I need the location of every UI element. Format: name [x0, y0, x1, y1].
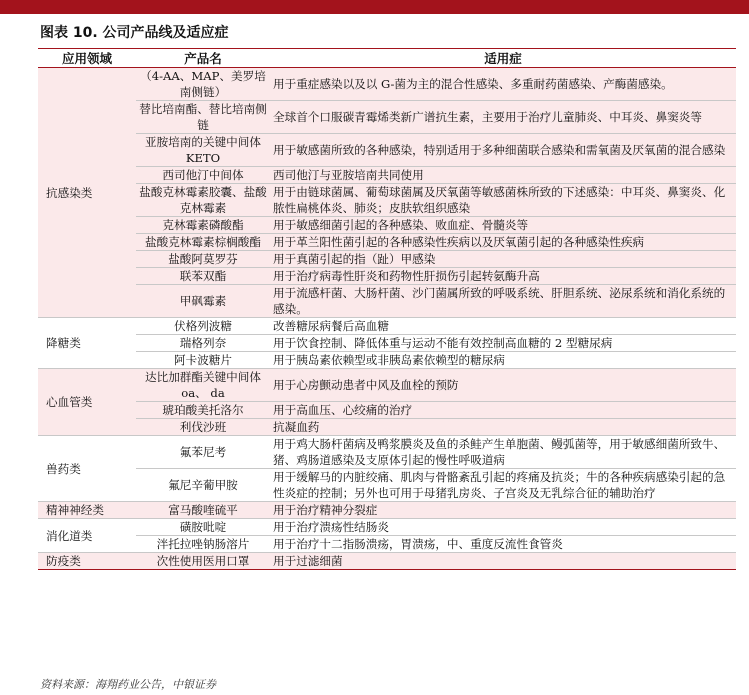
indication-cell: 抗凝血药 [270, 419, 736, 436]
table-row [38, 469, 736, 502]
table-row [38, 167, 736, 184]
product-cell: 盐酸克林霉素胶囊、盐酸克林霉素 [136, 184, 270, 217]
table-row [38, 268, 736, 285]
table-group [38, 436, 736, 502]
indication-cell: 用于重症感染以及以 G-菌为主的混合性感染、多重耐药菌感染、产酶菌感染。 [270, 68, 736, 101]
table-row [38, 536, 736, 553]
product-cell: （4-AA、MAP、美罗培南侧链） [136, 68, 270, 101]
top-accent-bar [0, 0, 749, 14]
source-note: 资料来源：海翔药业公告，中银证券 [40, 678, 216, 691]
indication-cell: 用于敏感菌所致的各种感染，特别适用于多种细菌联合感染和需氧菌及厌氧菌的混合感染 [270, 134, 736, 167]
indication-cell: 用于心房颤动患者中风及血栓的预防 [270, 369, 736, 402]
indication-cell: 用于治疗精神分裂症 [270, 502, 736, 519]
indication-cell: 用于过滤细菌 [270, 553, 736, 570]
product-cell: 克林霉素磷酸酯 [136, 217, 270, 234]
table-group [38, 553, 736, 570]
table-group [38, 519, 736, 553]
table-row [38, 217, 736, 234]
indication-cell: 用于缓解马的内脏绞痛、肌肉与骨骼紊乱引起的疼痛及抗炎；牛的各种疾病感染引起的急性炎症的控制；另外也可用于母猪乳房炎、子宫炎及无乳综合征的辅助治疗 [270, 469, 736, 502]
header-category: 应用领域 [38, 49, 136, 68]
category-cell: 防疫类 [38, 553, 136, 570]
category-cell: 兽药类 [38, 436, 136, 502]
product-cell: 利伐沙班 [136, 419, 270, 436]
product-cell: 次性使用医用口罩 [136, 553, 270, 570]
product-cell: 阿卡波糖片 [136, 352, 270, 369]
product-cell: 替比培南酯、替比培南侧链 [136, 101, 270, 134]
table-row [38, 369, 736, 402]
figure-title: 图表 10. 公司产品线及适应症 [40, 25, 229, 41]
indication-cell: 改善糖尿病餐后高血糖 [270, 318, 736, 335]
header-indication: 适用症 [270, 49, 736, 68]
table-row [38, 101, 736, 134]
indication-cell: 用于流感杆菌、大肠杆菌、沙门菌属所致的呼吸系统、肝胆系统、泌尿系统和消化系统的感染。 [270, 285, 736, 318]
category-cell: 降糖类 [38, 318, 136, 369]
indication-cell: 西司他汀与亚胺培南共同使用 [270, 167, 736, 184]
table-row [38, 502, 736, 519]
indication-cell: 用于饮食控制、降低体重与运动不能有效控制高血糖的 2 型糖尿病 [270, 335, 736, 352]
indication-cell: 用于鸡大肠杆菌病及鸭浆膜炎及鱼的杀鲑产生单胞菌、鳗弧菌等，用于敏感细菌所致牛、猪、鸡肠道感染及支原体引起的慢性呼吸道病 [270, 436, 736, 469]
table-row [38, 68, 736, 101]
header-product: 产品名 [136, 49, 270, 68]
product-cell: 达比加群酯关键中间体 oa、 da [136, 369, 270, 402]
indication-cell: 用于治疗溃疡性结肠炎 [270, 519, 736, 536]
category-cell: 消化道类 [38, 519, 136, 553]
table-row [38, 234, 736, 251]
product-cell: 盐酸阿莫罗芬 [136, 251, 270, 268]
category-cell: 心血管类 [38, 369, 136, 436]
product-cell: 氟苯尼考 [136, 436, 270, 469]
product-cell: 盐酸克林霉素棕榈酸酯 [136, 234, 270, 251]
table-row [38, 553, 736, 570]
table-row [38, 436, 736, 469]
indication-cell: 用于敏感细菌引起的各种感染、败血症、骨髓炎等 [270, 217, 736, 234]
indication-cell: 用于胰岛素依赖型或非胰岛素依赖型的糖尿病 [270, 352, 736, 369]
table-header-row [38, 49, 736, 68]
table-row [38, 352, 736, 369]
indication-cell: 用于由链球菌属、葡萄球菌属及厌氧菌等敏感菌株所致的下述感染：中耳炎、鼻窦炎、化脓性扁桃体炎、肺炎；皮肤软组织感染 [270, 184, 736, 217]
table-group [38, 369, 736, 436]
product-cell: 泮托拉唑钠肠溶片 [136, 536, 270, 553]
product-cell: 琥珀酸美托洛尔 [136, 402, 270, 419]
category-cell: 抗感染类 [38, 68, 136, 318]
table-row [38, 318, 736, 335]
product-cell: 瑞格列奈 [136, 335, 270, 352]
product-cell: 伏格列波糖 [136, 318, 270, 335]
table-row [38, 335, 736, 352]
indication-cell: 用于革兰阳性菌引起的各种感染性疾病以及厌氧菌引起的各种感染性疾病 [270, 234, 736, 251]
indication-cell: 用于真菌引起的指（趾）甲感染 [270, 251, 736, 268]
table-group [38, 318, 736, 369]
product-cell: 富马酸喹硫平 [136, 502, 270, 519]
table-row [38, 519, 736, 536]
table-row [38, 285, 736, 318]
table-row [38, 402, 736, 419]
product-cell: 西司他汀中间体 [136, 167, 270, 184]
indication-cell: 用于高血压、心绞痛的治疗 [270, 402, 736, 419]
indication-cell: 用于治疗病毒性肝炎和药物性肝损伤引起转氨酶升高 [270, 268, 736, 285]
product-cell: 联苯双酯 [136, 268, 270, 285]
product-table [38, 48, 736, 570]
table-group [38, 502, 736, 519]
table-row [38, 134, 736, 167]
table-row [38, 251, 736, 268]
product-cell: 氟尼辛葡甲胺 [136, 469, 270, 502]
product-cell: 亚胺培南的关键中间体 KETO [136, 134, 270, 167]
table-group [38, 68, 736, 318]
table-row [38, 419, 736, 436]
indication-cell: 全球首个口服碳青霉烯类新广谱抗生素，主要用于治疗儿童肺炎、中耳炎、鼻窦炎等 [270, 101, 736, 134]
indication-cell: 用于治疗十二指肠溃疡，胃溃疡，中、重度反流性食管炎 [270, 536, 736, 553]
product-table-container [38, 48, 736, 570]
table-row [38, 184, 736, 217]
product-cell: 甲砜霉素 [136, 285, 270, 318]
product-cell: 磺胺吡啶 [136, 519, 270, 536]
category-cell: 精神神经类 [38, 502, 136, 519]
